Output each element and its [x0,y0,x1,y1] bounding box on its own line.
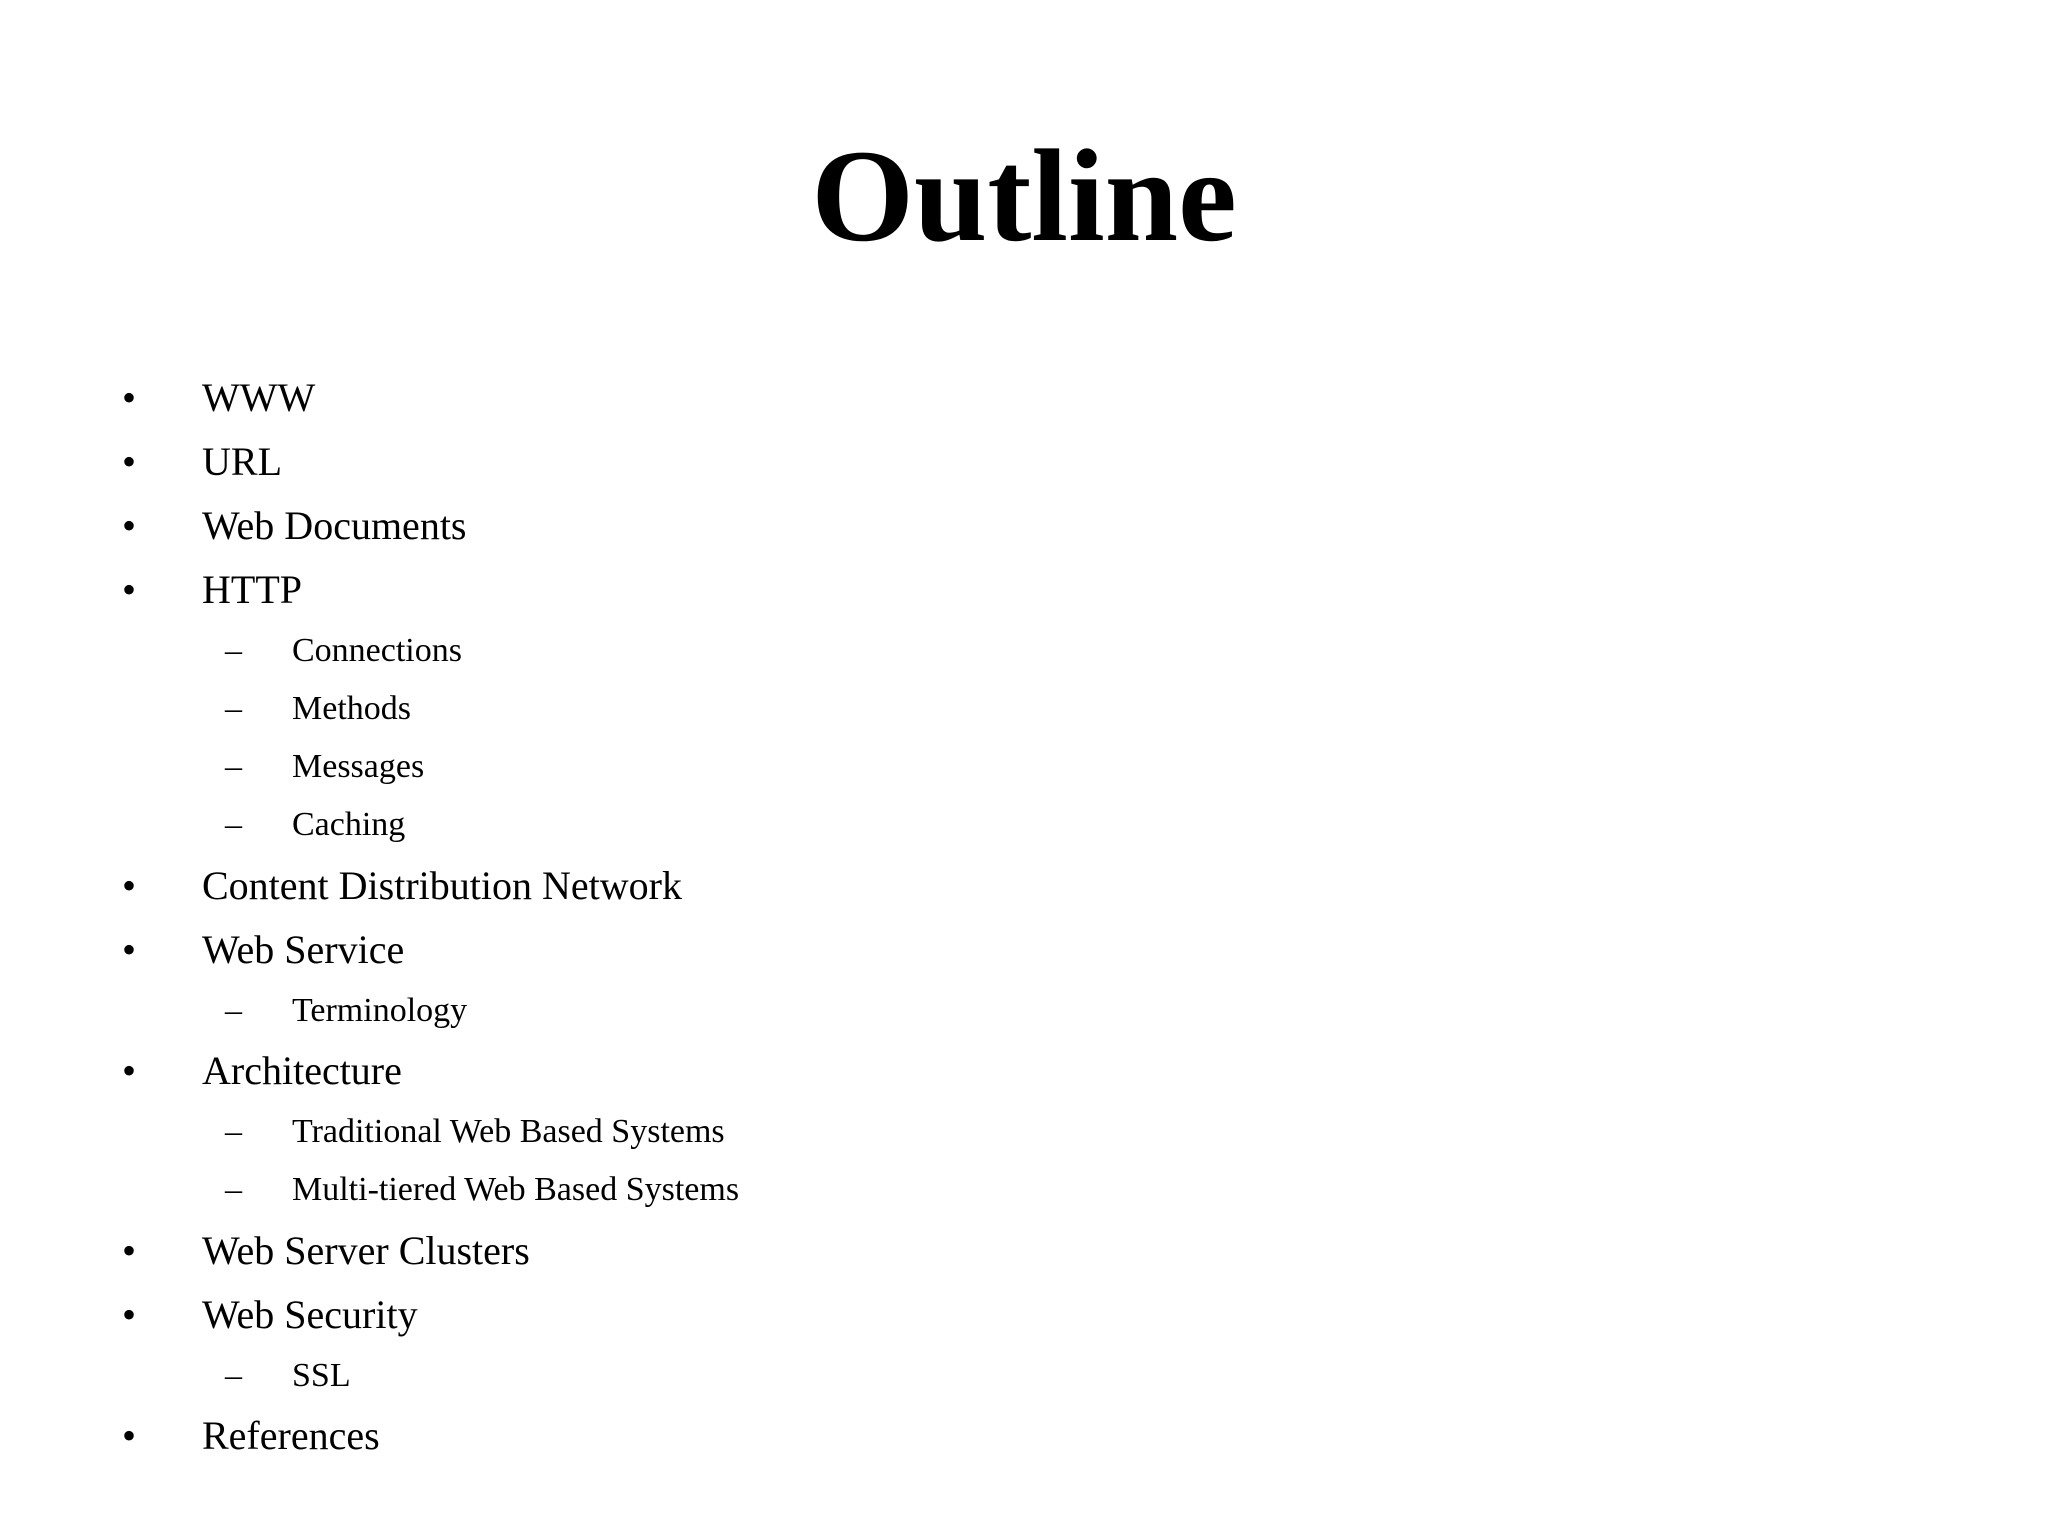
outline-item-label: Web Security [202,1292,418,1337]
dash-icon: – [225,748,242,785]
bullet-icon: • [122,927,137,972]
bullet-icon: • [122,375,137,420]
outline-item-label: URL [202,439,282,484]
bullet-icon: • [122,863,137,908]
outline-subitem-label: Traditional Web Based Systems [292,1113,725,1150]
bullet-icon: • [122,503,137,548]
outline-subitem-label: Methods [292,690,411,727]
bullet-icon: • [122,1228,137,1273]
outline-item-label: HTTP [202,567,302,612]
slide-title: Outline [811,122,1237,269]
dash-icon: – [225,1113,242,1150]
outline-item-label: WWW [202,375,316,420]
outline-item-label: Content Distribution Network [202,863,682,908]
outline-subitem-label: Caching [292,806,406,843]
outline-subitem-label: SSL [292,1357,351,1394]
outline-subitem-label: Connections [292,632,462,669]
outline-item-label: Web Server Clusters [202,1228,530,1273]
outline-item-label: Web Documents [202,503,467,548]
bullet-icon: • [122,439,137,484]
bullet-icon: • [122,1413,137,1458]
dash-icon: – [225,1171,242,1208]
outline-subitem-label: Terminology [292,992,468,1029]
dash-icon: – [225,1357,242,1394]
outline-subitem-label: Messages [292,748,425,785]
bullet-icon: • [122,1292,137,1337]
outline-subitem-label: Multi-tiered Web Based Systems [292,1171,740,1208]
outline-item-label: Web Service [202,927,405,972]
bullet-icon: • [122,567,137,612]
dash-icon: – [225,992,242,1029]
dash-icon: – [225,806,242,843]
outline-item-label: Architecture [202,1048,402,1093]
dash-icon: – [225,690,242,727]
outline-item-label: References [202,1413,380,1458]
dash-icon: – [225,632,242,669]
bullet-icon: • [122,1048,137,1093]
